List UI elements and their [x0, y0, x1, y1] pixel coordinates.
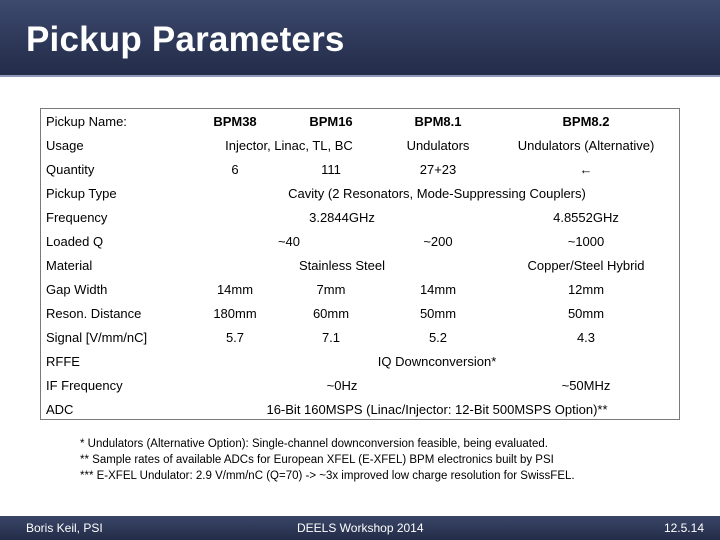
- row-label: Loaded Q: [46, 233, 104, 249]
- table-cell: BPM38: [213, 113, 257, 129]
- table-cell: 14mm: [419, 281, 457, 297]
- table-cell: Injector, Linac, TL, BC: [225, 137, 353, 153]
- table-cell: Undulators (Alternative): [517, 137, 655, 153]
- table-cell: ~50MHz: [561, 377, 611, 393]
- table-row-usage: [41, 133, 681, 157]
- row-label: ADC: [46, 401, 74, 417]
- table-cell: 7.1: [321, 329, 341, 345]
- table-row-frequency: [41, 205, 681, 229]
- row-label: Reson. Distance: [46, 305, 142, 321]
- parameter-table: [40, 108, 680, 420]
- table-cell: BPM8.1: [414, 113, 462, 129]
- table-cell: 6: [231, 161, 239, 177]
- row-label: Material: [46, 257, 93, 273]
- table-row-gap-width: [41, 277, 681, 301]
- table-cell: ~0Hz: [326, 377, 358, 393]
- table-row-loaded-q: [41, 229, 681, 253]
- title-bar: [0, 0, 720, 77]
- table-row-pickup-type: [41, 181, 681, 205]
- table-cell: 180mm: [213, 305, 257, 321]
- table-cell: 60mm: [312, 305, 350, 321]
- table-row-quantity: [41, 157, 681, 181]
- footnotes: [80, 436, 575, 484]
- row-label: Usage: [46, 137, 84, 153]
- table-row-rffe: [41, 349, 681, 373]
- table-cell: ~40: [277, 233, 301, 249]
- row-label: Frequency: [46, 209, 108, 225]
- table-cell: 14mm: [216, 281, 254, 297]
- table-cell: IQ Downconversion*: [377, 353, 497, 369]
- table-cell: 4.8552GHz: [553, 209, 619, 225]
- row-label: Pickup Type: [46, 185, 117, 201]
- footnote: * Undulators (Alternative Option): Single-channel downconversion feasible, being evaluated.: [80, 438, 548, 450]
- table-row-if-frequency: [41, 373, 681, 397]
- slide-title: Pickup Parameters: [26, 20, 345, 59]
- table-cell: ~1000: [567, 233, 605, 249]
- table-cell: 111: [321, 161, 341, 177]
- table-cell: 4.3: [576, 329, 596, 345]
- row-label: Signal [V/mm/nC]: [46, 329, 148, 345]
- table-cell: ~200: [423, 233, 453, 249]
- title-divider: [0, 75, 720, 77]
- table-cell: Stainless Steel: [299, 257, 385, 273]
- row-label: IF Frequency: [46, 377, 123, 393]
- table-row-signal: [41, 325, 681, 349]
- table-cell: Undulators: [406, 137, 470, 153]
- table-cell: BPM16: [309, 113, 353, 129]
- row-label: Quantity: [46, 161, 95, 177]
- table-cell: 50mm: [419, 305, 457, 321]
- table-row-material: [41, 253, 681, 277]
- table-cell: 50mm: [567, 305, 605, 321]
- row-label: RFFE: [46, 353, 80, 369]
- table-cell: 7mm: [316, 281, 346, 297]
- table-cell: 5.2: [428, 329, 448, 345]
- table-cell: 5.7: [225, 329, 245, 345]
- footnote: ** Sample rates of available ADCs for European XFEL (E-XFEL) BPM electronics built by PSI: [80, 454, 554, 466]
- footer-event: DEELS Workshop 2014: [297, 521, 424, 535]
- table-cell: 16-Bit 160MSPS (Linac/Injector: 12-Bit 500MSPS Option)**: [266, 401, 608, 417]
- footer-bar: [0, 516, 720, 540]
- table-cell: Cavity (2 Resonators, Mode-Suppressing Couplers): [288, 185, 586, 201]
- footer-date: 12.5.14: [663, 521, 704, 535]
- table-cell: 27+23: [419, 161, 457, 177]
- table-cell: ←: [579, 161, 593, 177]
- footer-author: Boris Keil, PSI: [26, 521, 103, 535]
- row-label: Gap Width: [46, 281, 108, 297]
- table-cell: 12mm: [567, 281, 605, 297]
- table-cell: Copper/Steel Hybrid: [527, 257, 645, 273]
- footnote: *** E-XFEL Undulator: 2.9 V/mm/nC (Q=70) -> ~3x improved low charge resolution for SwissFEL.: [80, 470, 575, 482]
- table-row-reson-distance: [41, 301, 681, 325]
- table-header-row: [41, 109, 681, 133]
- table-cell: BPM8.2: [562, 113, 610, 129]
- row-label: Pickup Name:: [46, 113, 127, 129]
- table-row-adc: [41, 397, 681, 421]
- table-cell: 3.2844GHz: [309, 209, 375, 225]
